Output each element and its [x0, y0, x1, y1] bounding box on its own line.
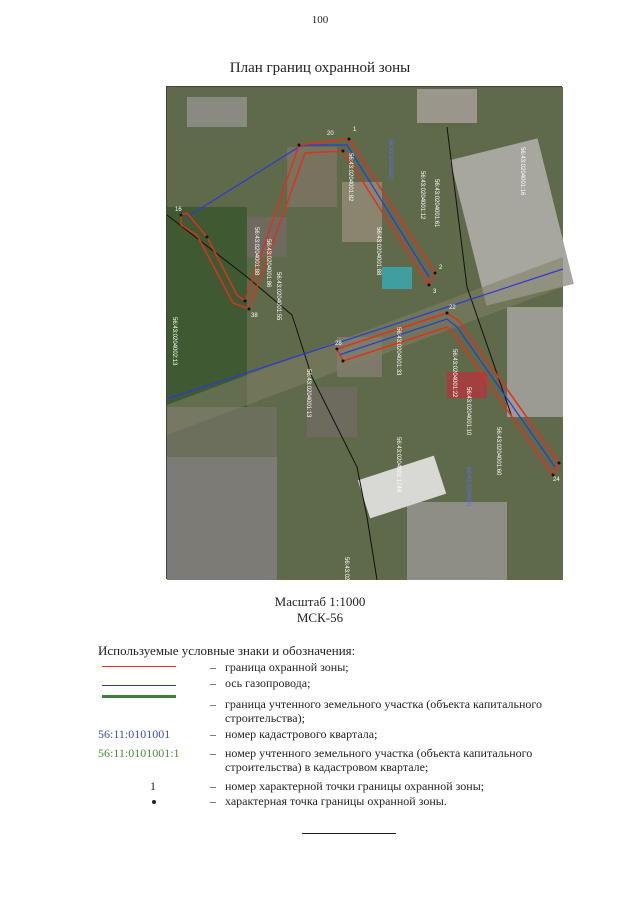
point-label: 38 — [251, 313, 258, 319]
apartment-building — [167, 457, 277, 580]
cadastral-parcel-label: 56:43:0204001:88 — [253, 227, 259, 276]
cadastral-parcel-label: 56:43:0204001:12 — [419, 171, 425, 220]
coordinate-system: МСК-56 — [296, 610, 344, 625]
point-label: 3 — [433, 289, 437, 295]
cadastral-parcel-label: 56:43:0204001:2 — [343, 557, 349, 603]
green-line-symbol — [102, 695, 176, 698]
quarter-number-sample: 56:11:0101001 — [98, 727, 171, 741]
cadastral-parcel-label: 56:43:0204001:33 — [395, 327, 401, 376]
cadastral-parcel-label: 56:43:0204001:13 — [305, 369, 311, 418]
legend-title: Используемые условные знаки и обозначения: — [98, 643, 356, 658]
cadastral-parcel-label: 56:43:0204001:22 — [451, 349, 457, 398]
cadastral-parcel-label: 56:43:0204001:86 — [265, 239, 271, 288]
point-label: 24 — [553, 477, 560, 483]
point-label: 16 — [175, 207, 182, 213]
cadastral-quarter-label: 56:43:0204001 — [387, 139, 393, 180]
point-label: 22 — [449, 305, 456, 311]
page-number: 100 — [311, 14, 329, 26]
scale-block — [0, 594, 640, 626]
cadastral-parcel-label: 56:43:0204001:10 — [465, 387, 471, 436]
point-symbol — [98, 794, 208, 804]
cadastral-parcel-label: 56:43:0204002:13 — [171, 317, 177, 366]
red-line-symbol — [102, 666, 176, 667]
apartment-building — [407, 502, 507, 580]
cadastral-parcel-label: 56:43:0204001:55 — [275, 272, 281, 321]
point-label: 28 — [335, 341, 342, 347]
cadastral-parcel-label: 56:43:0204001:88 — [375, 227, 381, 276]
point-number-sample: 1 — [150, 779, 156, 793]
parcel-number-sample: 56:11:0101001:1 — [98, 746, 180, 760]
point-label: 20 — [327, 131, 334, 137]
cadastral-parcel-label: 56:43:0204001:60 — [495, 427, 501, 476]
building — [417, 89, 477, 123]
building — [187, 97, 247, 127]
point-label: 1 — [353, 127, 357, 133]
scale-text: Масштаб 1:1000 — [274, 594, 366, 609]
bottom-rule — [302, 833, 396, 834]
cadastral-parcel-label: 56:43:0204001:82 — [347, 153, 353, 202]
cadastral-quarter-label: 56:43:0204001 — [465, 467, 471, 508]
cadastral-parcel-label: 56:43:0204001:61 — [433, 179, 439, 228]
page-title: План границ охранной зоны — [229, 60, 411, 76]
blue-line-symbol — [102, 685, 176, 686]
house-roof — [382, 267, 412, 289]
cadastral-parcel-label: 56:43:0204001:1748 — [395, 437, 401, 493]
house — [307, 387, 357, 437]
cadastral-parcel-label: 56:43:0204001:16 — [519, 147, 525, 196]
point-label: 2 — [439, 265, 443, 271]
